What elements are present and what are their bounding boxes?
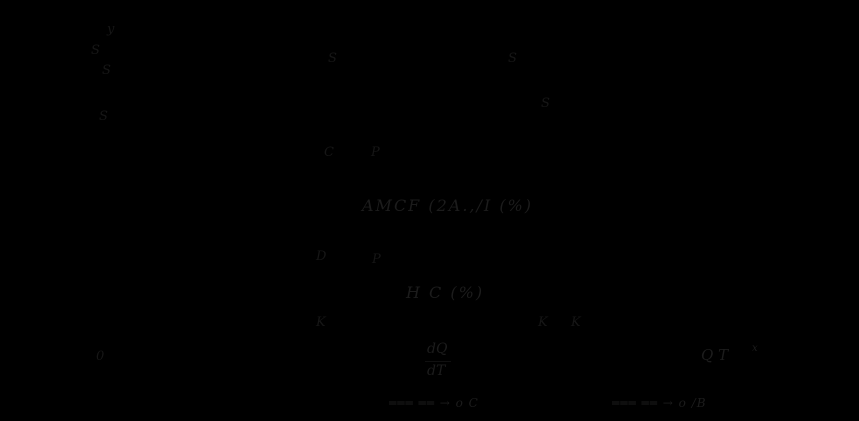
faint-glyph-p2: P	[372, 252, 381, 267]
qt-term-base: Q T	[701, 346, 729, 364]
qt-term-superscript: x	[752, 343, 758, 354]
faint-glyph-s6: S	[541, 96, 550, 111]
faint-glyph-k2: K	[538, 315, 548, 330]
faint-glyph-s4: S	[328, 51, 337, 66]
faint-glyph-s3: S	[99, 109, 108, 124]
faint-glyph-d: D	[316, 249, 327, 264]
faint-glyph-p1: P	[371, 145, 380, 160]
faint-glyph-0: 0	[96, 349, 105, 364]
fraction-numerator-dq: dQ	[427, 341, 448, 357]
faint-glyph-s5: S	[508, 51, 517, 66]
faint-glyph-k1: K	[316, 315, 326, 330]
axis-label-hc-percent: H C (%)	[406, 283, 485, 302]
fraction-bar	[425, 361, 451, 362]
faint-glyph-y: y	[107, 22, 115, 37]
faint-glyph-s1: S	[91, 43, 100, 58]
legend-entry-left: ═══ ══ → o C	[389, 396, 479, 410]
legend-entry-right: ═══ ══ → o /B	[612, 396, 707, 410]
faint-glyph-c: C	[324, 145, 334, 160]
faint-glyph-k3: K	[571, 315, 581, 330]
fraction-denominator-dt: dT	[427, 363, 446, 379]
axis-label-mass-percent: AMCF (2A.,/I (%)	[362, 196, 533, 215]
faint-glyph-s2: S	[102, 63, 111, 78]
